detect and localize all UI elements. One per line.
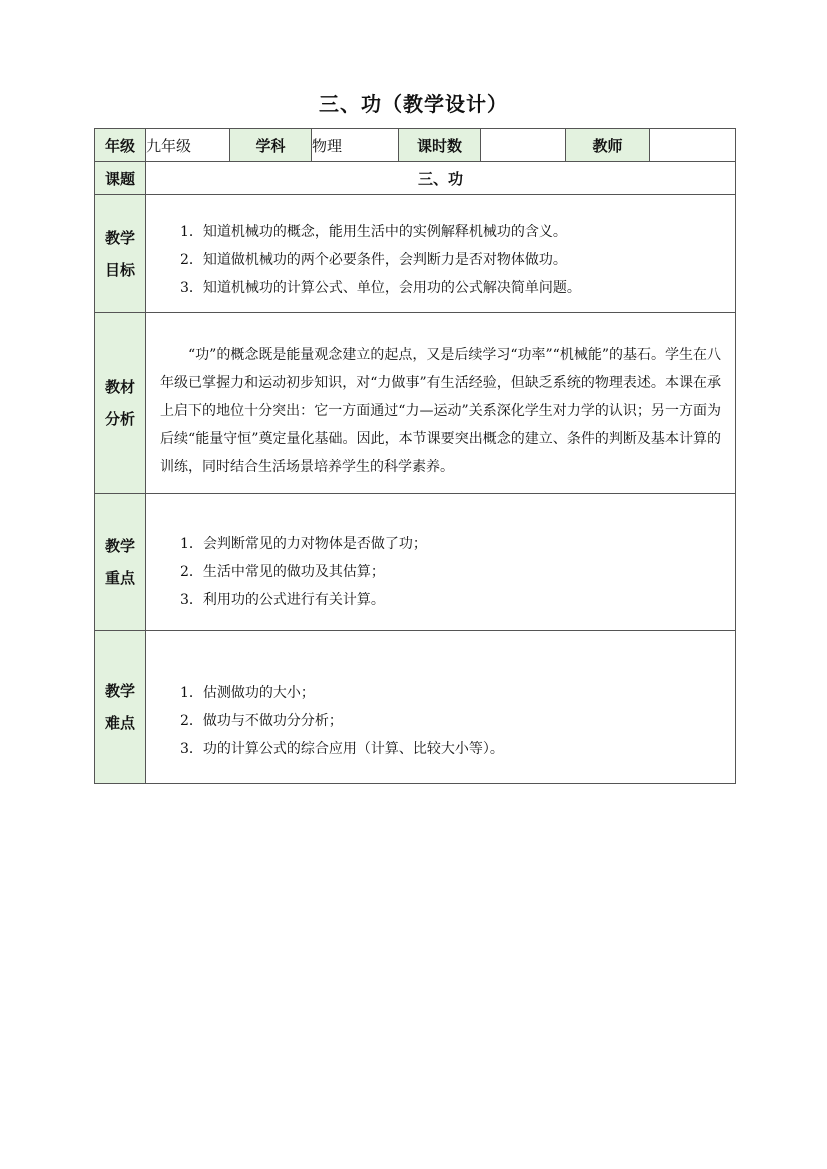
objective-item: 1．知道机械功的概念，能用生活中的实例解释机械功的含义。 [180,223,567,240]
analysis-row [95,313,736,494]
objectives-content [146,195,736,313]
grade-value: 九年级 [146,129,230,162]
analysis-label-line1: 教材 [104,378,135,396]
teacher-value [650,129,736,162]
topic-value: 三、功 [146,162,736,195]
analysis-label [95,313,146,494]
grade-label: 年级 [95,129,146,162]
difficulty-item: 1．估测做功的大小； [180,685,315,701]
key-points-content [146,494,736,631]
objective-item: 2．知道做机械功的两个必要条件，会判断力是否对物体做功。 [180,251,567,268]
key-point-item: 1．会判断常见的力对物体是否做了功； [180,536,427,552]
analysis-label-line2: 分析 [104,410,135,428]
key-points-label [95,494,146,631]
key-points-row [95,494,736,631]
key-point-item: 3．利用功的公式进行有关计算。 [180,592,385,608]
key-points-label-line2: 重点 [104,569,135,587]
objectives-label-line2: 目标 [104,260,135,279]
difficulties-label [95,631,146,784]
document-title: 三、功（教学设计） [319,92,508,116]
subject-value: 物理 [312,129,399,162]
objectives-label-line1: 教学 [104,228,135,247]
difficulties-row [95,631,736,784]
difficulties-label-line1: 教学 [104,682,135,700]
key-points-label-line1: 教学 [104,537,135,555]
difficulty-item: 3．功的计算公式的综合应用（计算、比较大小等）。 [180,741,504,757]
analysis-text: “功”的概念既是能量观念建立的起点，又是后续学习“功率”“机械能”的基石。学生在八年级已掌握力和运动初步知识，对“力做事”有生活经验，但缺乏系统的物理表述。本课在承上启下的地位十分突出：它一方面通过“力—运动”关系深化学生对力学的认识；另一方面为后续“能量守恒”奠定量化基础。因此，本节课要突出概念的建立、条件的判断及基本计算的训练，同时结合生活场景培养学生的科学素养。 [160,347,721,475]
objective-item: 3．知道机械功的计算公式、单位，会用功的公式解决简单问题。 [180,279,581,296]
objectives-label [95,195,146,313]
lesson-plan-table [94,128,736,784]
difficulties-label-line2: 难点 [104,714,135,732]
difficulty-item: 2．做功与不做功分分析； [180,713,343,729]
topic-label: 课题 [95,162,146,195]
hours-value [481,129,566,162]
topic-row [95,162,736,195]
hours-label: 课时数 [399,129,481,162]
objectives-row [95,195,736,313]
teacher-label: 教师 [566,129,650,162]
difficulties-content [146,631,736,784]
key-point-item: 2．生活中常见的做功及其估算； [180,564,385,580]
analysis-content [146,313,736,494]
header-row [95,129,736,162]
subject-label: 学科 [230,129,312,162]
